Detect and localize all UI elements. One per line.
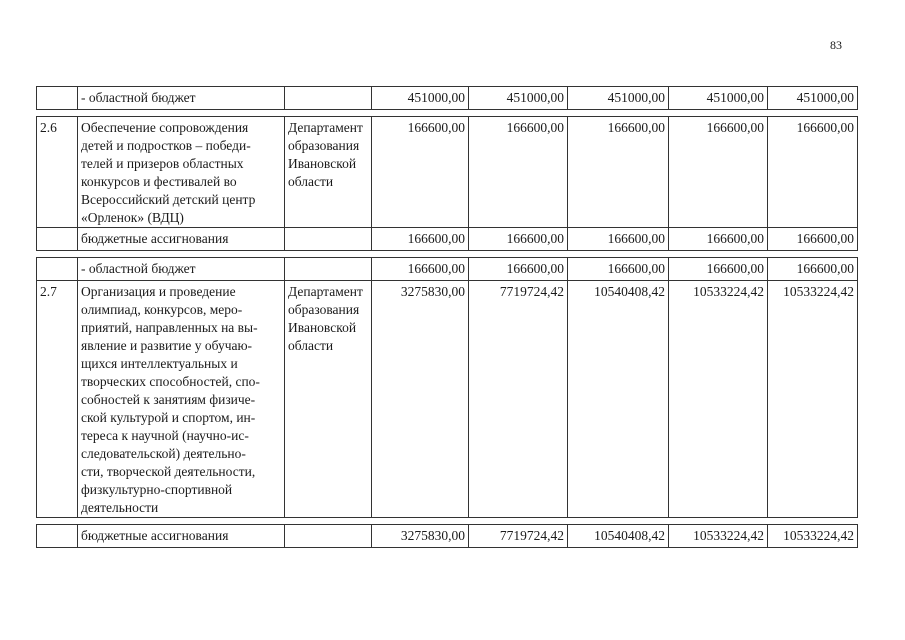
row-name-cell	[78, 525, 285, 548]
row-name-line: тереса к научной (научно-ис-	[81, 428, 249, 443]
value-cell: 166600,00	[469, 117, 568, 228]
table-row	[37, 228, 858, 251]
row-name-line: бюджетные ассигнования	[81, 231, 229, 246]
table-row	[37, 87, 858, 110]
value-cell: 166600,00	[469, 258, 568, 281]
row-name-line: сти, творческой деятельности,	[81, 464, 256, 479]
row-number-cell	[37, 87, 78, 110]
row-name-line: творческих способностей, спо-	[81, 374, 260, 389]
row-name-line: - областной бюджет	[81, 90, 196, 105]
row-gap	[37, 518, 858, 525]
value-cell: 166600,00	[372, 228, 469, 251]
row-name-line: Организация и проведение	[81, 284, 236, 299]
value-cell: 10540408,42	[568, 281, 669, 518]
value-cell: 451000,00	[768, 87, 858, 110]
row-name-line: Обеспечение сопровождения	[81, 120, 249, 135]
row-name-cell	[78, 281, 285, 518]
value-cell: 166600,00	[372, 258, 469, 281]
executor-line: образования	[288, 302, 360, 317]
value-cell: 166600,00	[669, 117, 768, 228]
value-cell: 10533224,42	[768, 281, 858, 518]
value-cell: 3275830,00	[372, 525, 469, 548]
row-name-cell	[78, 117, 285, 228]
row-executor-cell	[285, 228, 372, 251]
value-cell: 451000,00	[469, 87, 568, 110]
row-name-line: Всероссийский детский центр	[81, 192, 256, 207]
row-name-line: - областной бюджет	[81, 261, 196, 276]
executor-line: Ивановской	[288, 320, 357, 335]
row-name-line: следовательской) деятельно-	[81, 446, 246, 461]
budget-table	[36, 86, 858, 548]
value-cell: 166600,00	[372, 117, 469, 228]
value-cell: 7719724,42	[469, 525, 568, 548]
value-cell: 10533224,42	[669, 525, 768, 548]
value-cell: 7719724,42	[469, 281, 568, 518]
value-cell: 451000,00	[669, 87, 768, 110]
row-number-cell: 2.6	[37, 117, 78, 228]
value-cell: 166600,00	[568, 258, 669, 281]
table-row	[37, 258, 858, 281]
row-number-cell	[37, 228, 78, 251]
value-cell: 451000,00	[372, 87, 469, 110]
row-name-cell	[78, 258, 285, 281]
value-cell: 166600,00	[568, 117, 669, 228]
row-name-cell	[78, 228, 285, 251]
executor-line: Департамент	[288, 284, 363, 299]
value-cell: 10533224,42	[768, 525, 858, 548]
executor-line: области	[288, 174, 334, 189]
row-name-line: «Орленок» (ВДЦ)	[81, 210, 184, 225]
value-cell: 10540408,42	[568, 525, 669, 548]
value-cell: 10533224,42	[669, 281, 768, 518]
value-cell: 166600,00	[669, 258, 768, 281]
row-name-line: олимпиад, конкурсов, меро-	[81, 302, 243, 317]
row-number-cell: 2.7	[37, 281, 78, 518]
value-cell: 166600,00	[669, 228, 768, 251]
row-name-line: собностей к занятиям физиче-	[81, 392, 256, 407]
row-name-line: явление и развитие у обучаю-	[81, 338, 253, 353]
row-name-line: телей и призеров областных	[81, 156, 244, 171]
row-executor-cell	[285, 258, 372, 281]
executor-line: образования	[288, 138, 360, 153]
table-row	[37, 281, 858, 518]
table-row	[37, 525, 858, 548]
row-gap	[37, 251, 858, 258]
row-number-cell	[37, 258, 78, 281]
row-name-line: деятельности	[81, 500, 159, 515]
row-gap	[37, 110, 858, 117]
row-name-line: бюджетные ассигнования	[81, 528, 229, 543]
row-name-line: щихся интеллектуальных и	[81, 356, 238, 371]
table-row	[37, 117, 858, 228]
row-name-line: детей и подростков – победи-	[81, 138, 251, 153]
executor-line: области	[288, 338, 334, 353]
value-cell: 166600,00	[768, 258, 858, 281]
row-executor-cell	[285, 87, 372, 110]
row-executor-cell	[285, 525, 372, 548]
value-cell: 166600,00	[469, 228, 568, 251]
executor-line: Департамент	[288, 120, 363, 135]
row-name-cell	[78, 87, 285, 110]
row-executor-cell	[285, 117, 372, 228]
row-name-line: конкурсов и фестивалей во	[81, 174, 237, 189]
value-cell: 3275830,00	[372, 281, 469, 518]
row-name-line: приятий, направленных на вы-	[81, 320, 258, 335]
value-cell: 451000,00	[568, 87, 669, 110]
row-name-line: физкультурно-спортивной	[81, 482, 233, 497]
row-number-cell	[37, 525, 78, 548]
row-name-line: ской культурой и спортом, ин-	[81, 410, 256, 425]
page-number: 83	[830, 38, 842, 52]
value-cell: 166600,00	[568, 228, 669, 251]
executor-line: Ивановской	[288, 156, 357, 171]
value-cell: 166600,00	[768, 228, 858, 251]
row-executor-cell	[285, 281, 372, 518]
value-cell: 166600,00	[768, 117, 858, 228]
